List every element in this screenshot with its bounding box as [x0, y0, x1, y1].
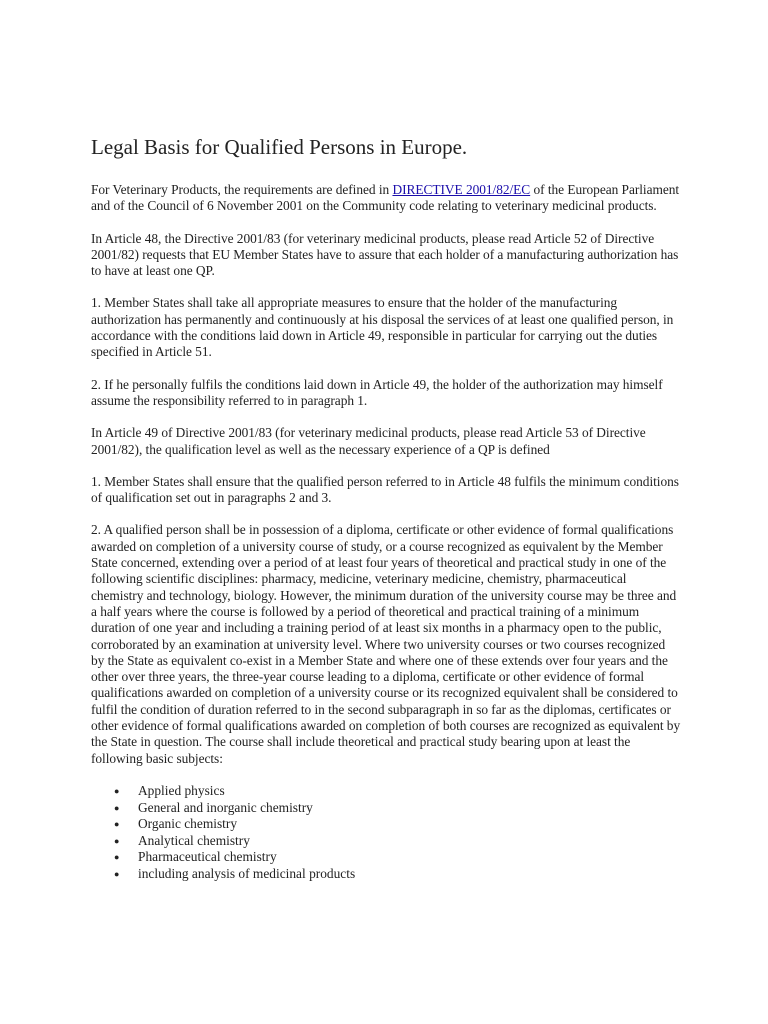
list-item-text: General and inorganic chemistry	[138, 799, 313, 815]
intro-text-before-link: For Veterinary Products, the requirements are defined in	[91, 182, 393, 197]
paragraph-49-item-1: 1. Member States shall ensure that the qualified person referred to in Article 48 fulfils the minimum conditions of qualification set out in paragraphs 2 and 3.	[91, 473, 679, 506]
list-item	[91, 833, 681, 850]
bullet-icon: ●	[114, 802, 120, 813]
list-item	[91, 849, 681, 866]
intro-paragraph	[91, 182, 681, 215]
bullet-icon: ●	[114, 868, 120, 879]
bullet-icon: ●	[114, 852, 120, 863]
paragraph-49-item-2: 2. A qualified person shall be in possession of a diploma, certificate or other evidence of formal qualifications awarded on completion of a university course of study, or a course recognized as equivalent by the Member State concerned, extending over a period of at least four years of theoretical and practical study in one of the following scientific disciplines: pharmacy, medicine, veterinary medicine, chemistry, pharmaceutical chemistry and technology, biology. However, the minimum duration of the university course may be three and a half years where the course is followed by a period of theoretical and practical training of a minimum duration of one year and including a training period of at least six months in a pharmacy open to the public, corroborated by an examination at university level. Where two university courses or two courses recognized by the State as equivalent co-exist in a Member State and where one of these extends over four years and the other over three years, the three-year course leading to a diploma, certificate or other evidence of formal qualifications awarded on completion of a university course or its recognized equivalent shall be considered to fulfil the condition of duration referred to in the second subparagraph in so far as the diplomas, certificates or other evidence of formal qualifications awarded on completion of both courses are recognized as equivalent by the State in question. The course shall include theoretical and practical study bearing upon at least the following basic subjects:	[91, 522, 681, 766]
list-item	[91, 866, 681, 883]
list-item	[91, 800, 681, 817]
list-item-text: including analysis of medicinal products	[138, 865, 356, 881]
list-item	[91, 816, 681, 833]
bullet-icon: ●	[114, 819, 120, 830]
bullet-icon: ●	[114, 835, 120, 846]
paragraph-48-item-1: 1. Member States shall take all appropriate measures to ensure that the holder of the manufacturing authorization has permanently and continuously at his disposal the services of at least one qualified person, in accordance with the conditions laid down in Article 49, responsible in particular for carrying out the duties specified in Article 51.	[91, 295, 674, 360]
document-title: Legal Basis for Qualified Persons in Europe.	[91, 135, 468, 159]
bullet-icon: ●	[114, 785, 120, 796]
paragraph-article-49: In Article 49 of Directive 2001/83 (for veterinary medicinal products, please read Article 53 of Directive 2001/82), the qualification level as well as the necessary experience of a QP is defined	[91, 425, 646, 457]
subjects-list	[91, 783, 681, 883]
paragraph-48-item-2: 2. If he personally fulfils the conditions laid down in Article 49, the holder of the authorization may himself assume the responsibility referred to in paragraph 1.	[91, 376, 663, 408]
paragraph-article-48: In Article 48, the Directive 2001/83 (for veterinary medicinal products, please read Article 52 of Directive 2001/82) requests that EU Member States have to assure that each holder of a manufacturing authorization has to have at least one QP.	[91, 230, 679, 279]
list-item-text: Pharmaceutical chemistry	[138, 849, 277, 865]
list-item	[91, 783, 681, 800]
document-page	[91, 134, 681, 882]
list-item-text: Analytical chemistry	[138, 832, 250, 848]
list-item-text: Applied physics	[138, 782, 225, 798]
list-item-text: Organic chemistry	[138, 816, 238, 832]
intro-text-after-link: of the European Parliament and of the Council of 6 November 2001 on the Community code relating to veterinary medicinal products.	[91, 182, 680, 214]
directive-link[interactable]: DIRECTIVE 2001/82/EC	[392, 182, 531, 197]
